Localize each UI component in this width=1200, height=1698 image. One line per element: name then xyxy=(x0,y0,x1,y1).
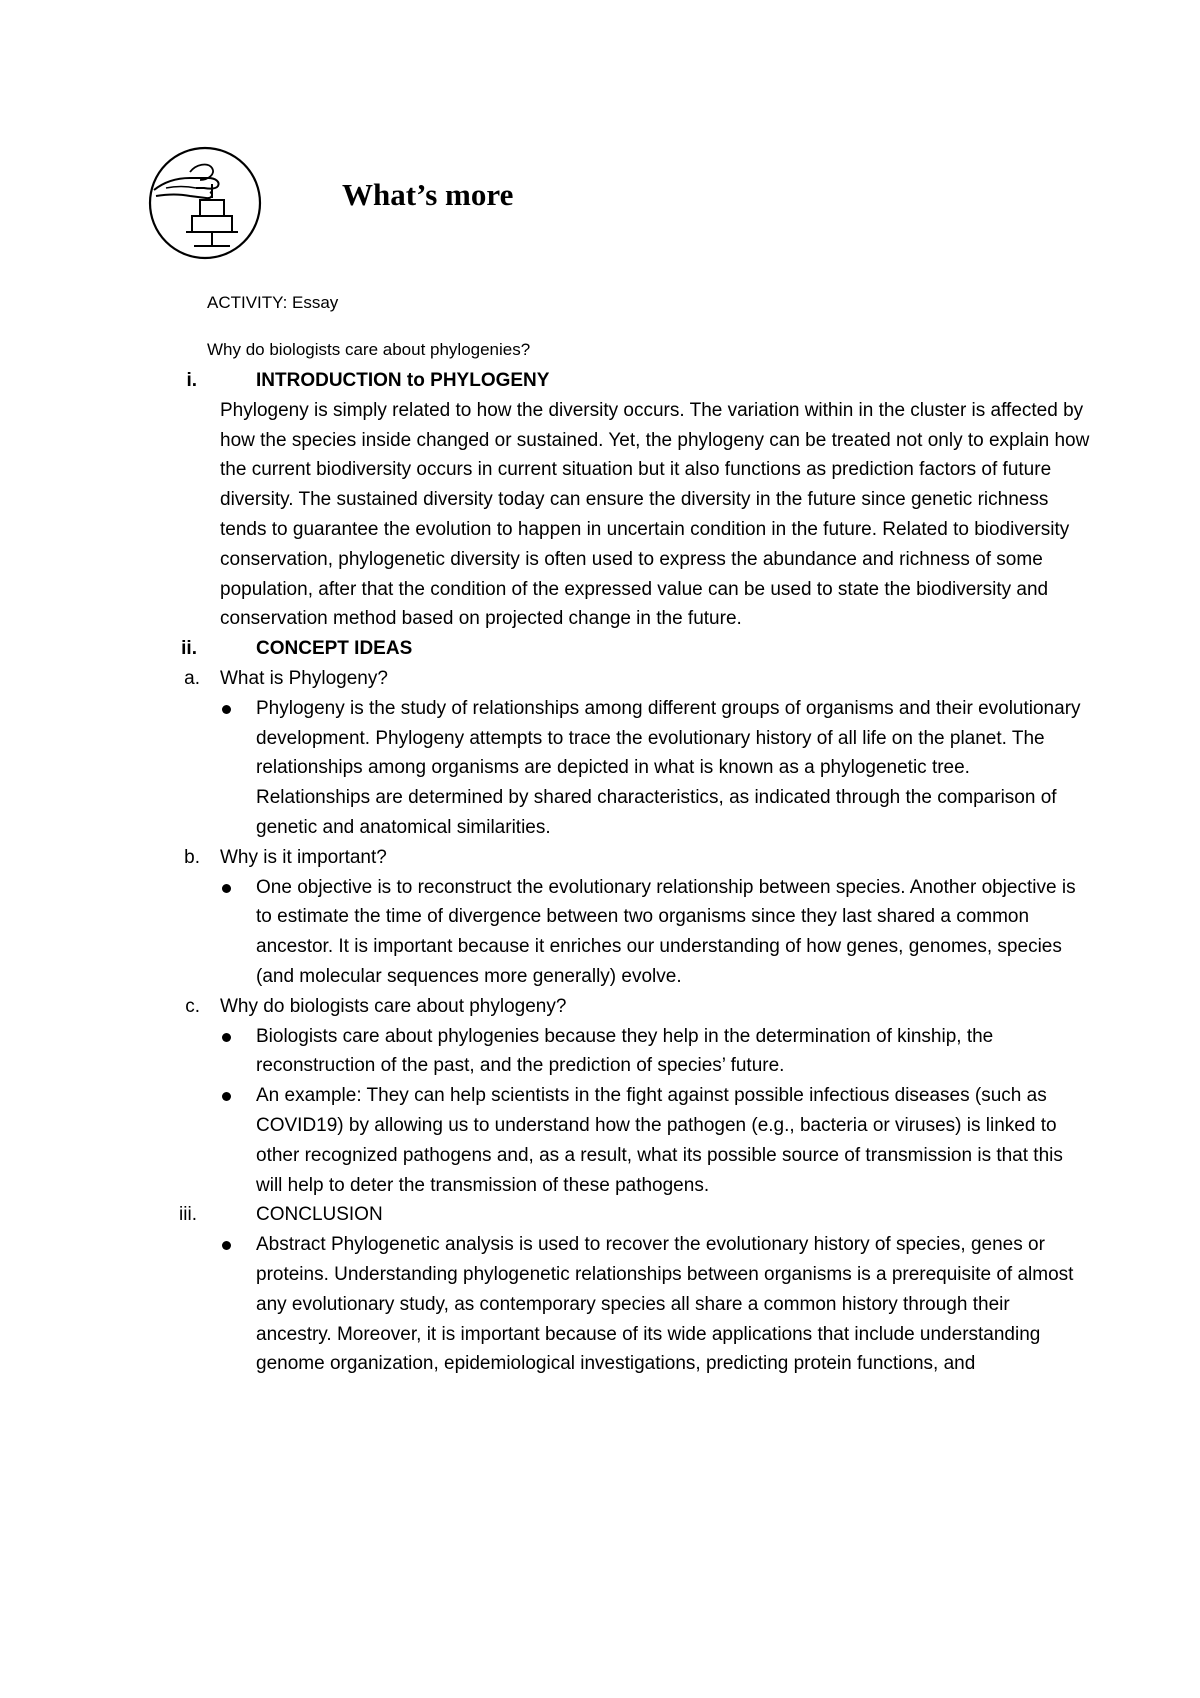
section-heading: INTRODUCTION to PHYLOGENY xyxy=(256,370,550,391)
section-marker: iii. xyxy=(179,1204,197,1226)
subsection-c xyxy=(0,992,1200,1022)
subsection-a xyxy=(0,664,1200,694)
subsection-marker: a. xyxy=(184,667,200,689)
activity-icon xyxy=(146,144,264,262)
bullet-icon xyxy=(222,1033,231,1042)
bullet-text: An example: They can help scientists in the fight against possible infectious diseases (such as COVID19) by allowing us to understand how the pathogen (e.g., bacteria or viruses) is linked to other recognized pathogens and, as a result, what its possible source of transmission is that this will help to deter the transmission of these pathogens. xyxy=(256,1085,1063,1196)
list-item xyxy=(256,1081,1086,1200)
section-conclusion xyxy=(0,1200,1200,1230)
bullet-text: One objective is to reconstruct the evolutionary relationship between species. Another objective is to estimate the time of divergence between two organisms since they last shared a common ancestor. It is important because it enriches our understanding of how genes, genomes, species (and molecular sequences more generally) evolve. xyxy=(256,876,1076,987)
bullet-icon xyxy=(222,1092,231,1101)
bullet-text: Biologists care about phylogenies because they help in the determination of kinship, the reconstruction of the past, and the prediction of species’ future. xyxy=(256,1025,994,1077)
bullet-icon xyxy=(222,1241,231,1250)
section-marker: ii. xyxy=(181,638,197,660)
bullet-text: Abstract Phylogenetic analysis is used to recover the evolutionary history of species, genes or proteins. Understanding phylogenetic relationships between organisms is a prerequisite of almost any evolutionary study, as contemporary species all share a common history through their ancestry. Moreover, it is important because of its wide applications that include understanding genome organization, epidemiological investigations, predicting protein functions, and xyxy=(256,1234,1074,1375)
activity-label: ACTIVITY: Essay xyxy=(207,293,339,312)
section-introduction xyxy=(0,366,1200,396)
section-heading: CONCEPT IDEAS xyxy=(256,638,413,660)
essay-content xyxy=(0,366,1200,1379)
section-marker: i. xyxy=(186,370,197,391)
section-heading: CONCLUSION xyxy=(256,1204,383,1226)
subsection-marker: b. xyxy=(184,846,200,868)
subsection-question: What is Phylogeny? xyxy=(220,667,388,689)
list-item xyxy=(256,1230,1086,1379)
list-item xyxy=(256,873,1086,992)
list-item xyxy=(256,694,1086,843)
introduction-paragraph: Phylogeny is simply related to how the diversity occurs. The variation within in the cluster is affected by how the species inside changed or sustained. Yet, the phylogeny can be treated not only to explain how the current biodiversity occurs in current situation but it also functions as prediction factors of future diversity. The sustained diversity today can ensure the diversity in the future since genetic richness tends to guarantee the evolution to happen in uncertain condition in the future. Related to biodiversity conservation, phylogenetic diversity is often used to express the abundance and richness of some population, after that the condition of the expressed value can be used to state the biodiversity and conservation method based on projected change in the future. xyxy=(220,399,1090,630)
list-item xyxy=(256,1022,1086,1082)
essay-question: Why do biologists care about phylogenies? xyxy=(207,340,531,359)
bullet-icon xyxy=(222,884,231,893)
section-concept-ideas xyxy=(0,634,1200,664)
subsection-marker: c. xyxy=(185,995,200,1017)
bullet-icon xyxy=(222,705,231,714)
subsection-question: Why is it important? xyxy=(220,846,387,868)
bullet-text: Phylogeny is the study of relationships among different groups of organisms and their evolutionary development. Phylogeny attempts to trace the evolutionary history of all life on the planet. The relationships among organisms are depicted in what is known as a phylogenetic tree. Relationships are determined by shared characteristics, as indicated through the comparison of genetic and anatomical similarities. xyxy=(256,697,1081,838)
subsection-question: Why do biologists care about phylogeny? xyxy=(220,995,567,1017)
subsection-b xyxy=(0,843,1200,873)
page-title: What’s more xyxy=(342,177,514,212)
